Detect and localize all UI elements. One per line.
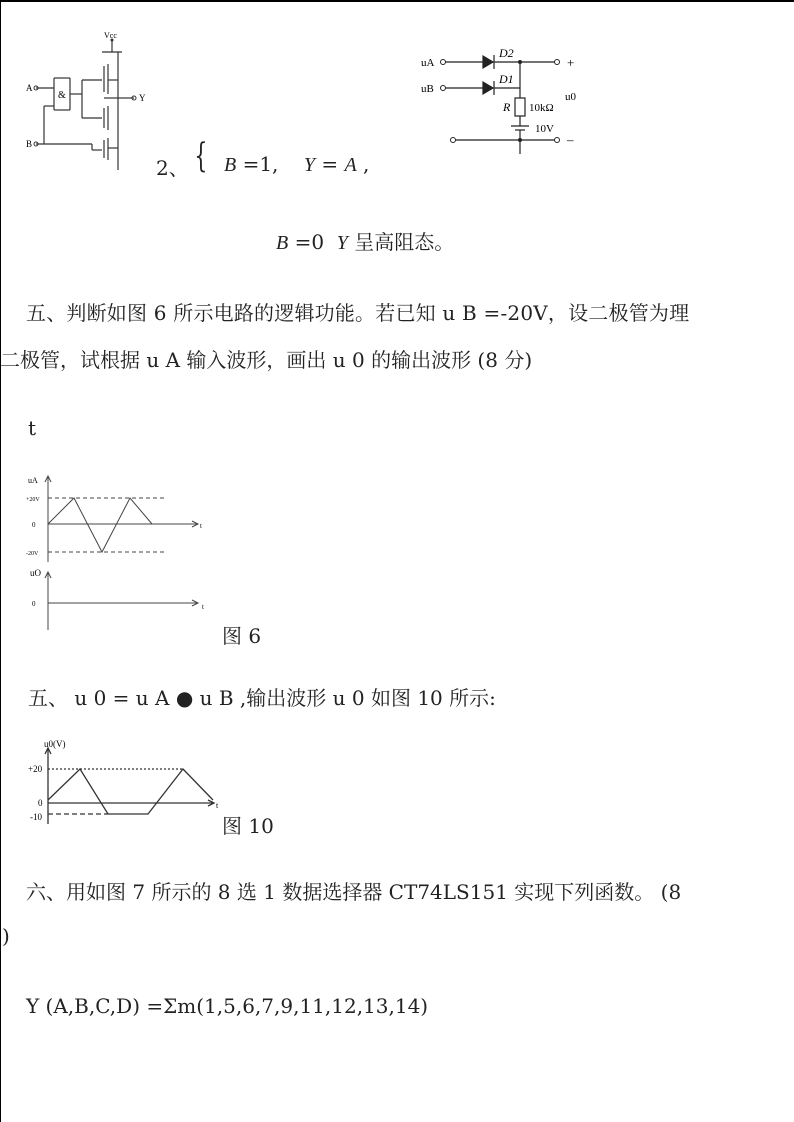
vcc-label: Vcc [104, 31, 117, 40]
fig10-t-label: t [216, 801, 219, 810]
fig6-t2-label: t [202, 603, 204, 611]
d1-label: D1 [499, 72, 514, 86]
fig6-zero2-label: 0 [32, 600, 36, 608]
resistor-value-label: 10kΩ [529, 102, 554, 114]
supply-voltage-label: 10V [535, 123, 554, 135]
minus-terminal-label: – [567, 132, 574, 147]
answer4-brace: { [194, 136, 208, 176]
question6-line1: 六、用如图 7 所示的 8 选 1 数据选择器 CT74LS151 实现下列函数。 (8 [26, 880, 682, 904]
fig6-minus20-label: -20V [26, 551, 39, 557]
and-gate-symbol: & [58, 90, 66, 101]
resistor-r-label: R [503, 100, 511, 114]
figure6-waveforms [26, 472, 226, 632]
figure10-output-waveform [28, 740, 224, 830]
page-top-border [0, 0, 794, 2]
fig6-ua-label: uA [28, 476, 38, 485]
output-uo-label: u0 [565, 91, 576, 103]
fig10-minus10-label: -10 [30, 812, 42, 822]
fig6-plus20-label: +20V [26, 497, 40, 503]
question5-line1: 五、判断如图 6 所示电路的逻辑功能。若已知 u B =-20V，设二极管为理 [26, 301, 690, 325]
diode-and-circuit-figure [415, 42, 590, 162]
answer4-number: 2、 [156, 156, 189, 180]
figure10-caption: 图 10 [222, 814, 274, 838]
question6-formula: Y (A,B,C,D) =Σm(1,5,6,7,9,11,12,13,14) [26, 994, 429, 1018]
input-a-label: A [26, 83, 33, 93]
plus-terminal-label: + [567, 55, 575, 70]
fig6-uo-label: uO [30, 568, 41, 578]
ua-label: uA [421, 57, 435, 69]
output-y-label: Y [139, 93, 146, 103]
answer4-case2: B =0 Y 呈高阻态。 [276, 230, 455, 254]
fig10-y-axis-label: u0(V) [44, 740, 66, 749]
ub-label: uB [421, 83, 434, 95]
input-b-label: B [26, 139, 33, 149]
fig10-plus20-label: +20 [28, 764, 43, 774]
question5-t-label: t [28, 416, 37, 440]
tristate-gate-circuit-figure [22, 28, 152, 176]
fig10-zero-label: 0 [38, 798, 43, 808]
d2-label: D2 [499, 46, 514, 60]
page-left-border [0, 0, 1, 1122]
figure6-caption: 图 6 [222, 624, 262, 648]
fig6-t-label: t [200, 522, 202, 530]
fig6-zero-label: 0 [32, 521, 36, 529]
question6-line2: ) [2, 924, 10, 948]
question5-line2: 二极管，试根据 u A 输入波形，画出 u 0 的输出波形 (8 分) [0, 348, 533, 372]
answer4-case1: B =1, Y = A , [224, 152, 370, 176]
answer5-line: 五、 u 0 = u A ● u B ,输出波形 u 0 如图 10 所示: [28, 686, 496, 710]
